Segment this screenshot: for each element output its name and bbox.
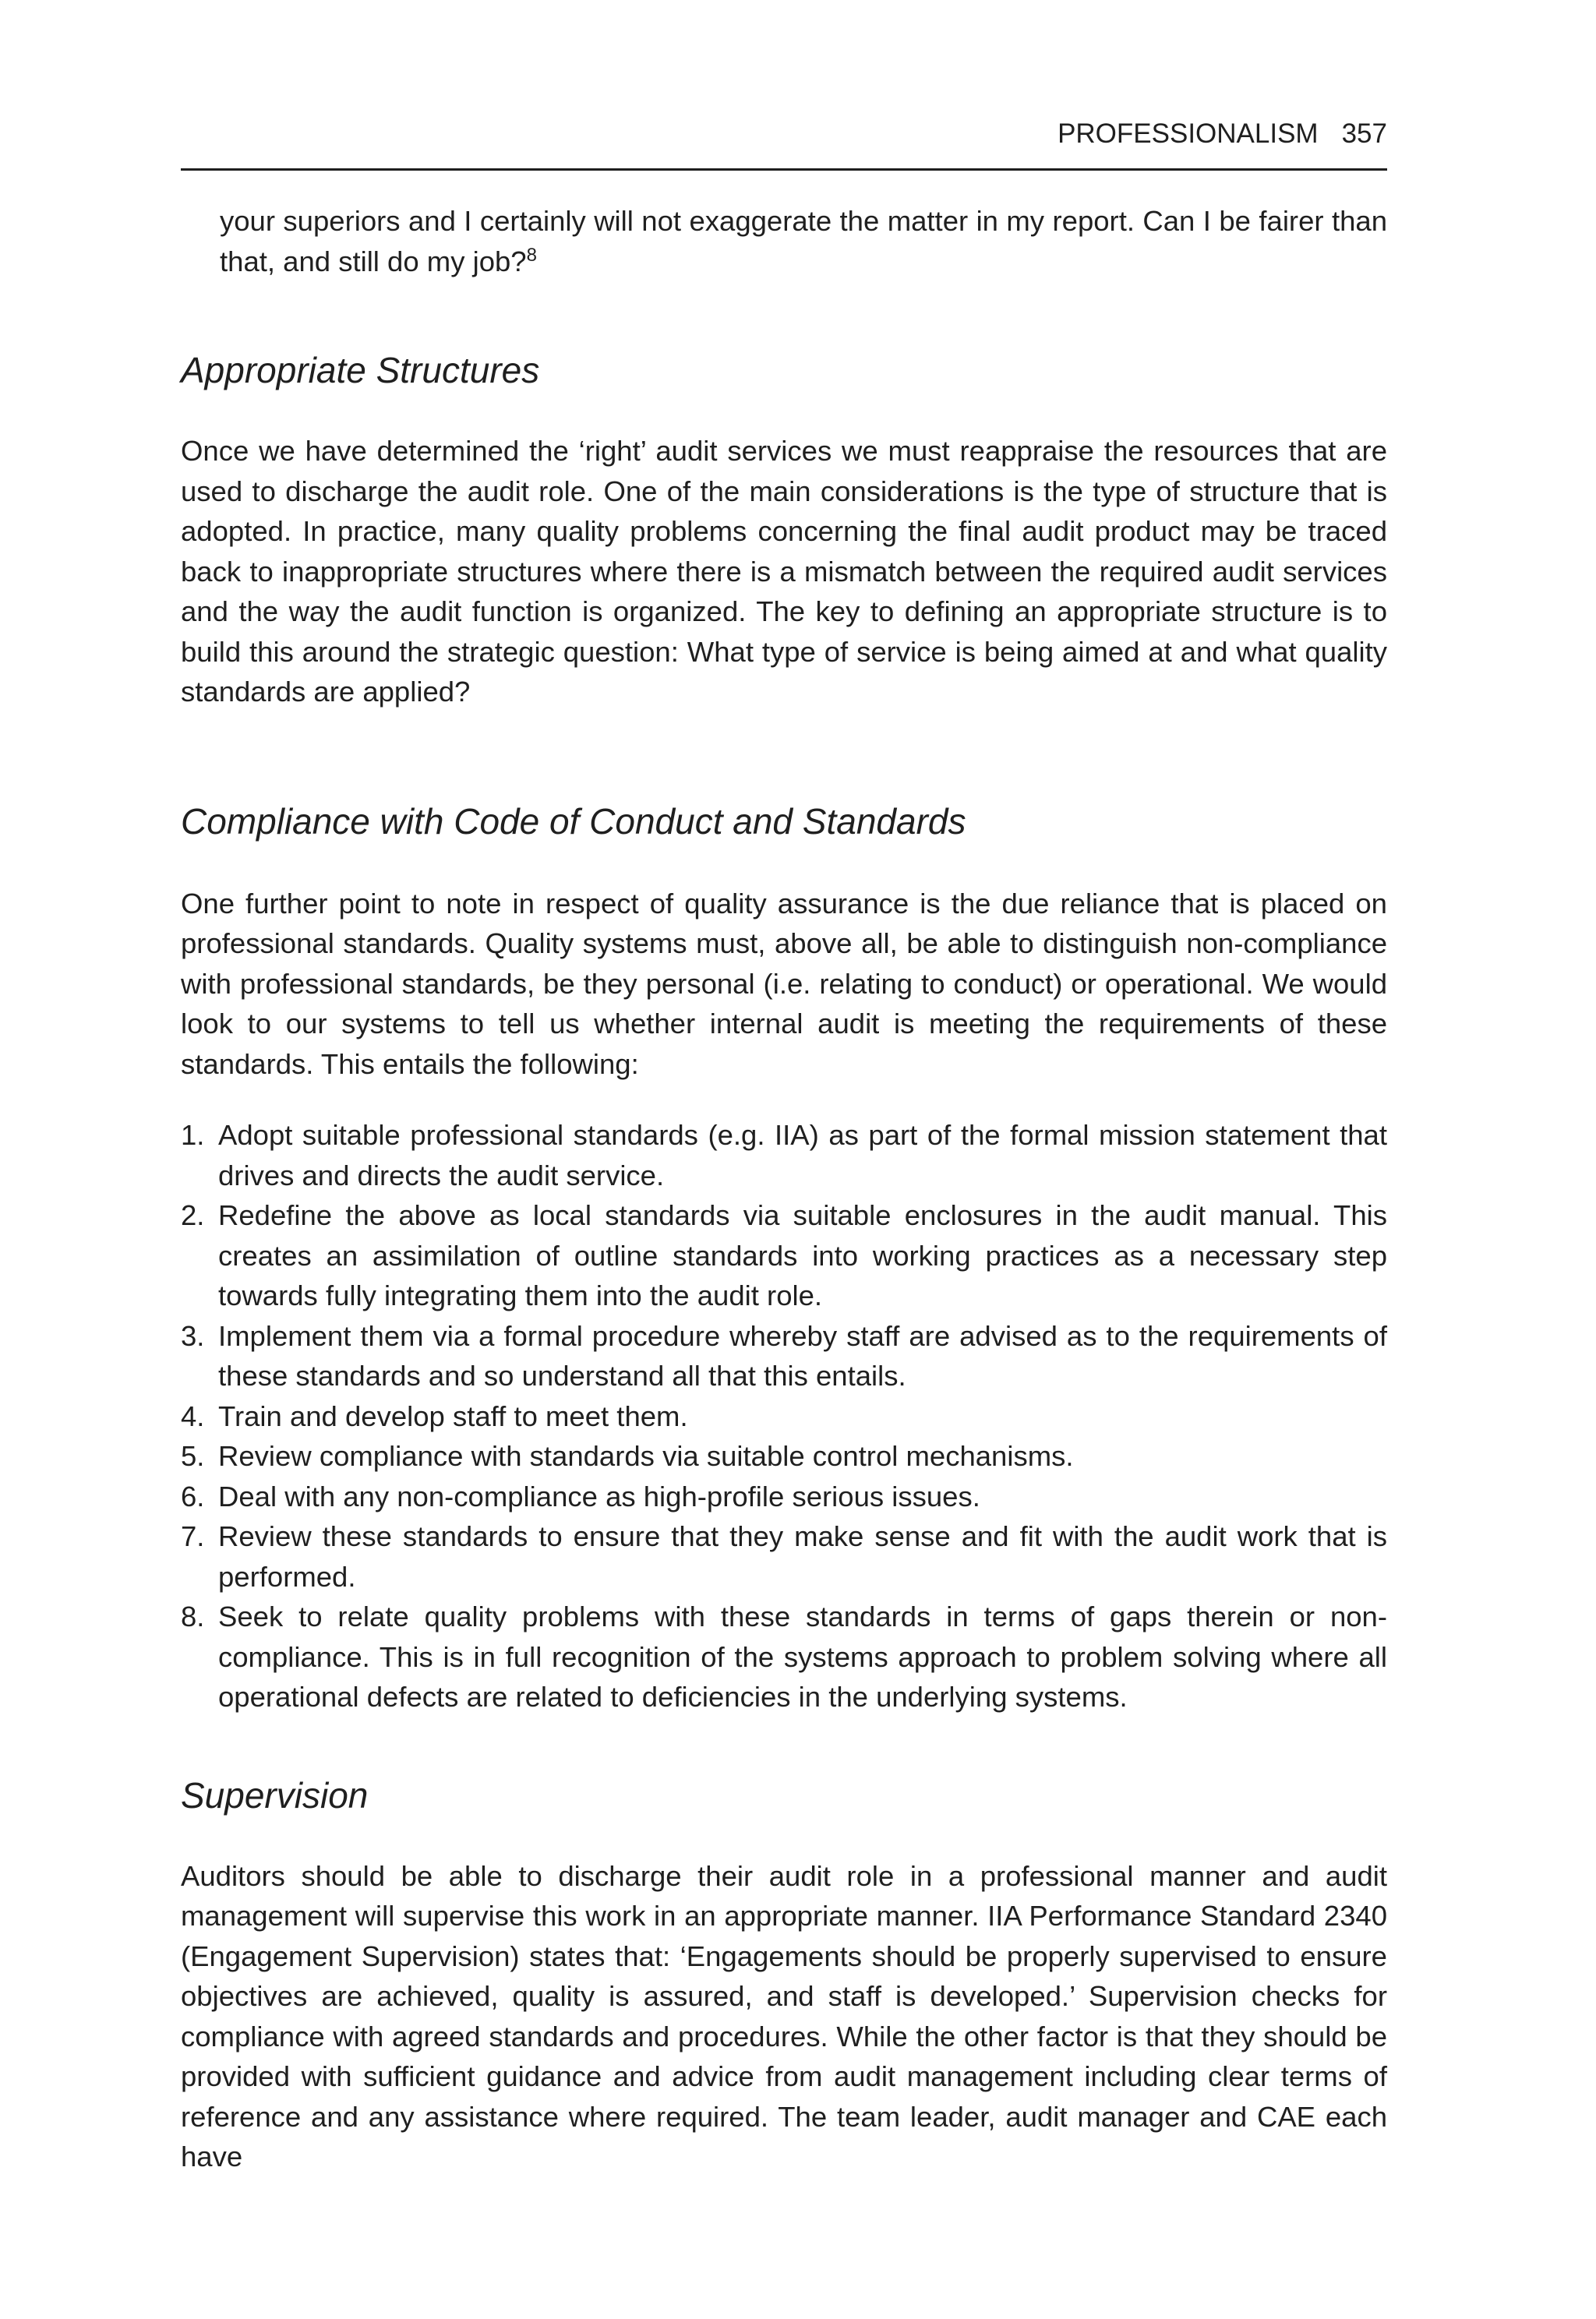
list-item — [181, 1316, 1387, 1396]
page-content — [181, 201, 1387, 2177]
quote-text: your superiors and I certainly will not exaggerate the matter in my report. Can I be fairer than that, and still do my job? — [220, 205, 1387, 277]
list-item — [181, 1597, 1387, 1717]
list-item-number: 6. — [181, 1480, 205, 1512]
list-item-text: Train and develop staff to meet them. — [218, 1400, 688, 1432]
list-item-text: Review compliance with standards via suitable control mechanisms. — [218, 1440, 1074, 1472]
list-item-number: 7. — [181, 1520, 205, 1552]
list-item-text: Implement them via a formal procedure whereby staff are advised as to the requirements of these standards and so understand all that this entails. — [218, 1319, 1387, 1392]
heading-supervision: Supervision — [181, 1774, 369, 1816]
list-item-number: 3. — [181, 1319, 205, 1352]
paragraph-supervision: Auditors should be able to discharge their audit role in a professional manner and audit management will supervise this work in an appropriate manner. IIA Performance Standard 2340 (Engagement Supervision) states that: ‘Engagements should be properly supervised to ensure objectives are achieved, quality is assured, and staff is developed.’ Supervision checks for compliance with agreed standards and procedures. While the other factor is that they should be provided with sufficient guidance and advice from audit management including clear terms of reference and any assistance where required. The team leader, audit manager and CAE each have — [181, 1859, 1387, 2173]
heading-appropriate-structures: Appropriate Structures — [181, 350, 540, 390]
list-item — [181, 1436, 1387, 1477]
paragraph-appropriate-structures: Once we have determined the ‘right’ audit services we must reappraise the resources that are used to discharge the audit role. One of the main considerations is the type of structure that is adopted. In practice, many quality problems concerning the final audit product may be traced back to inappropriate structures where there is a mismatch between the required audit services and the way the audit function is organized. The key to defining an appropriate structure is to build this around the strategic question: What type of service is being aimed at and what quality standards are applied? — [181, 435, 1387, 708]
paragraph-compliance: One further point to note in respect of quality assurance is the due reliance that is placed on professional standards. Quality systems must, above all, be able to distinguish non-compliance with professional standards, be they personal (i.e. relating to conduct) or operational. We would look to our systems to tell us whether internal audit is meeting the requirements of these standards. This entails the following: — [181, 887, 1387, 1080]
list-item-text: Seek to relate quality problems with these standards in terms of gaps therein or non-compliance. This is in full recognition of the systems approach to problem solving where all operational defects are related to deficiencies in the underlying systems. — [218, 1601, 1387, 1713]
list-item — [181, 1396, 1387, 1437]
list-item — [181, 1195, 1387, 1316]
list-item-number: 2. — [181, 1199, 205, 1231]
list-item-number: 4. — [181, 1400, 205, 1432]
compliance-steps-list — [181, 1115, 1387, 1717]
list-item-text: Review these standards to ensure that they make sense and fit with the audit work that is performed. — [218, 1520, 1387, 1593]
quote-continuation — [220, 201, 1387, 281]
header-rule — [181, 168, 1387, 171]
running-header-title: PROFESSIONALISM — [1058, 118, 1319, 149]
list-item — [181, 1115, 1387, 1195]
list-item-text: Adopt suitable professional standards (e.g. IIA) as part of the formal mission statement that drives and directs the audit service. — [218, 1119, 1387, 1191]
list-item — [181, 1516, 1387, 1597]
list-item-number: 8. — [181, 1601, 205, 1632]
footnote-marker: 8 — [526, 244, 537, 266]
list-item-text: Deal with any non-compliance as high-profile serious issues. — [218, 1480, 980, 1512]
list-item-text: Redefine the above as local standards via suitable enclosures in the audit manual. This creates an assimilation of outline standards into working practices as a necessary step towards fully integrating them into the audit role. — [218, 1199, 1387, 1311]
heading-compliance: Compliance with Code of Conduct and Standards — [181, 800, 966, 842]
list-item — [181, 1477, 1387, 1517]
page-number: 357 — [1341, 118, 1387, 149]
list-item-number: 5. — [181, 1440, 205, 1472]
list-item-number: 1. — [181, 1119, 205, 1151]
running-header — [181, 118, 1387, 150]
